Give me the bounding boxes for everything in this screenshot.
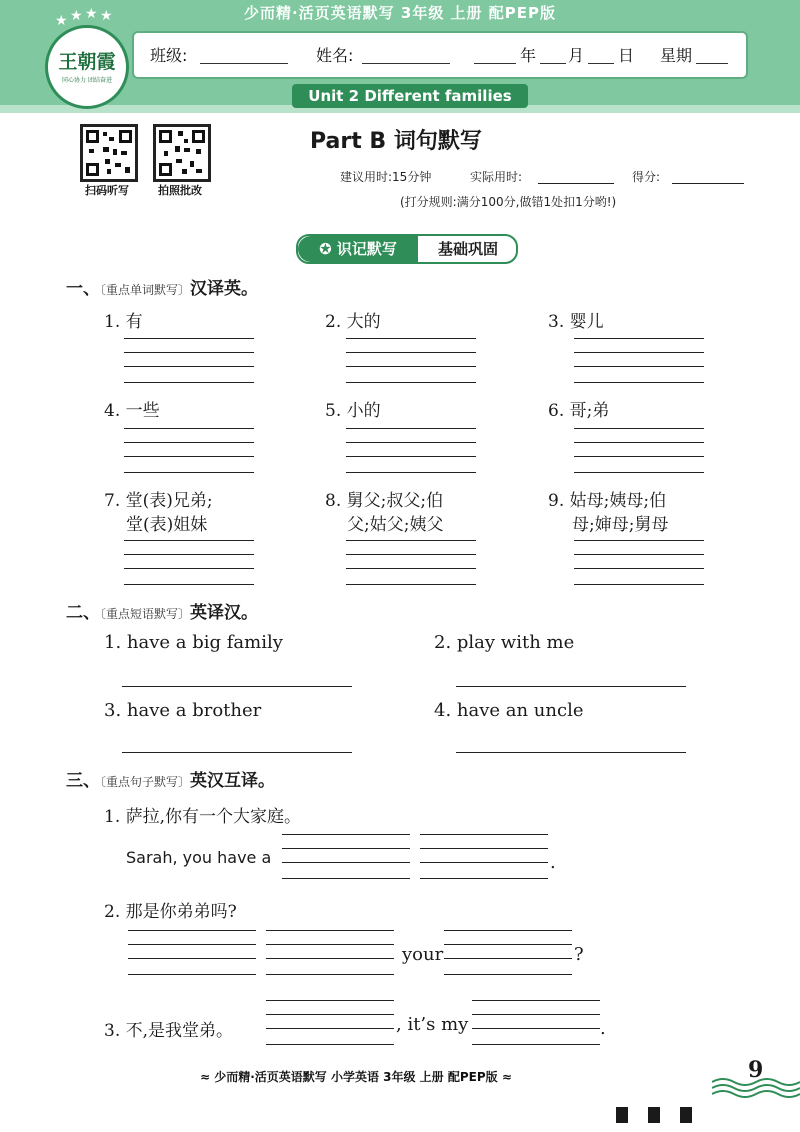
word-item-cont: 母;婶母;舅母 [572,515,669,535]
writing-guide-line[interactable] [346,472,476,473]
unit-title: Unit 2 Different families [292,84,528,108]
writing-guide-line[interactable] [128,944,256,945]
page-number: 9 [748,1057,764,1083]
writing-guide-line[interactable] [346,366,476,367]
class-label: 班级: [150,46,188,65]
writing-guide-line[interactable] [346,352,476,353]
publisher-logo [45,25,129,109]
section-badge [296,234,518,264]
qr-code-icon[interactable] [80,124,138,182]
word-item: 8. 舅父;叔父;伯 [325,491,444,511]
word-item-cont: 堂(表)姐妹 [126,515,208,535]
answer-line[interactable] [122,752,352,753]
writing-guide-line[interactable] [266,1044,394,1045]
series-title: 少而精·活页英语默写 3年级 上册 配PEP版 [243,4,557,22]
writing-guide-line[interactable] [346,382,476,383]
registration-mark [616,1107,628,1123]
writing-guide-line[interactable] [472,1044,600,1045]
phrase-item: 2. play with me [434,632,575,653]
score-field[interactable] [672,183,744,184]
word-item: 2. 大的 [325,312,381,332]
year-field[interactable] [474,63,516,64]
sentence-text: your [402,944,444,965]
writing-guide-line[interactable] [346,456,476,457]
qr-code-icon[interactable] [153,124,211,182]
writing-guide-line[interactable] [124,472,254,473]
word-item: 9. 姑母;姨母;伯 [548,491,667,511]
section3-title: 英汉互译。 [190,771,276,791]
writing-guide-line[interactable] [124,366,254,367]
sentence-end: . [600,1018,606,1039]
section1-tag: 〔重点单词默写〕 [100,283,191,297]
writing-guide-line[interactable] [574,584,704,585]
section2-title: 英译汉。 [190,603,259,623]
answer-line[interactable] [456,686,686,687]
word-item: 6. 哥;弟 [548,401,610,421]
section2-tag: 〔重点短语默写〕 [100,607,191,621]
weekday-field[interactable] [696,63,728,64]
logo-subtext: 同心协力 团结奋进 [62,77,112,84]
writing-guide-line[interactable] [444,944,572,945]
sentence-end: . [550,852,556,873]
star-icon: ★ [85,6,98,22]
listen-caption: 扫码听写 [85,184,129,197]
writing-guide-line[interactable] [266,1014,394,1015]
wave-decoration-icon [712,1076,800,1098]
year-label: 年 [520,46,537,65]
sentence-text: Sarah, you have a [126,848,272,867]
sentence-end: ? [574,944,584,965]
writing-guide-line[interactable] [266,1028,394,1029]
writing-guide-line[interactable] [282,878,410,879]
word-item: 3. 婴儿 [548,312,604,332]
actual-time-label: 实际用时: [470,170,523,184]
class-field[interactable] [200,63,288,64]
badge-right: 基础巩固 [437,240,498,258]
month-label: 月 [568,46,585,65]
writing-guide-line[interactable] [346,584,476,585]
writing-guide-line[interactable] [574,352,704,353]
weekday-label: 星期 [660,46,693,65]
writing-guide-line[interactable] [266,930,394,931]
writing-guide-line[interactable] [266,974,394,975]
badge-left-label: 识记默写 [336,240,397,258]
section2-number: 二、 [66,603,100,623]
writing-guide-line[interactable] [124,456,254,457]
month-field[interactable] [540,63,566,64]
section3-tag: 〔重点句子默写〕 [100,775,191,789]
writing-guide-line[interactable] [420,862,548,863]
suggested-time: 建议用时:15分钟 [340,170,432,184]
writing-guide-line[interactable] [472,1028,600,1029]
medal-icon: ✪ [319,240,337,258]
phrase-item: 4. have an uncle [434,700,584,721]
sentence-prompt: 1. 萨拉,你有一个大家庭。 [104,807,302,827]
writing-guide-line[interactable] [574,442,704,443]
section1-number: 一、 [66,279,100,299]
writing-guide-line[interactable] [574,472,704,473]
writing-guide-line[interactable] [420,834,548,835]
writing-guide-line[interactable] [574,540,704,541]
phrase-item: 3. have a brother [104,700,262,721]
writing-guide-line[interactable] [128,974,256,975]
writing-guide-line[interactable] [282,848,410,849]
writing-guide-line[interactable] [444,930,572,931]
score-label: 得分: [632,170,661,184]
writing-guide-line[interactable] [282,834,410,835]
writing-guide-line[interactable] [346,554,476,555]
phrase-item: 1. have a big family [104,632,283,653]
scoring-rule: (打分规则:满分100分,做错1处扣1分哟!) [400,195,617,209]
sentence-prompt: 2. 那是你弟弟吗? [104,902,237,922]
writing-guide-line[interactable] [282,862,410,863]
section1-heading [66,274,258,299]
writing-guide-line[interactable] [420,848,548,849]
writing-guide-line[interactable] [266,1000,394,1001]
writing-guide-line[interactable] [124,352,254,353]
section3-heading [66,766,275,791]
writing-guide-line[interactable] [574,366,704,367]
writing-guide-line[interactable] [346,568,476,569]
word-item-cont: 父;姑父;姨父 [347,515,444,535]
writing-guide-line[interactable] [124,540,254,541]
writing-guide-line[interactable] [346,338,476,339]
word-item: 7. 堂(表)兄弟; [104,491,213,511]
writing-guide-line[interactable] [472,1000,600,1001]
name-field[interactable] [362,63,450,64]
writing-guide-line[interactable] [420,878,548,879]
star-icon: ★ [100,8,113,24]
writing-guide-line[interactable] [266,958,394,959]
writing-guide-line[interactable] [346,428,476,429]
writing-guide-line[interactable] [574,554,704,555]
day-field[interactable] [588,63,614,64]
badge-left [298,236,418,262]
writing-guide-line[interactable] [124,568,254,569]
answer-line[interactable] [122,686,352,687]
writing-guide-line[interactable] [124,428,254,429]
photo-caption: 拍照批改 [158,184,202,197]
writing-guide-line[interactable] [128,930,256,931]
writing-guide-line[interactable] [574,382,704,383]
word-item: 5. 小的 [325,401,381,421]
day-label: 日 [618,46,635,65]
student-info-box [132,31,748,79]
writing-guide-line[interactable] [574,338,704,339]
writing-guide-line[interactable] [574,428,704,429]
writing-guide-line[interactable] [128,958,256,959]
writing-guide-line[interactable] [472,1014,600,1015]
writing-guide-line[interactable] [266,944,394,945]
writing-guide-line[interactable] [444,974,572,975]
answer-line[interactable] [456,752,686,753]
registration-mark [648,1107,660,1123]
writing-guide-line[interactable] [124,554,254,555]
star-icon: ★ [70,8,83,24]
section2-heading [66,598,258,623]
writing-guide-line[interactable] [346,442,476,443]
star-icon: ★ [55,13,68,29]
name-label: 姓名: [316,46,354,65]
writing-guide-line[interactable] [124,442,254,443]
registration-mark [680,1107,692,1123]
sentence-prompt: 3. 不,是我堂弟。 [104,1021,234,1041]
writing-guide-line[interactable] [574,456,704,457]
section1-title: 汉译英。 [190,279,259,299]
writing-guide-line[interactable] [346,540,476,541]
writing-guide-line[interactable] [124,584,254,585]
word-item: 1. 有 [104,312,143,332]
writing-guide-line[interactable] [574,568,704,569]
writing-guide-line[interactable] [124,338,254,339]
logo-text: 王朝霞 [58,51,116,73]
writing-guide-line[interactable] [124,382,254,383]
actual-time-field[interactable] [538,183,614,184]
section3-number: 三、 [66,771,100,791]
writing-guide-line[interactable] [444,958,572,959]
footer-series: ≈ 少而精·活页英语默写 小学英语 3年级 上册 配PEP版 ≈ [200,1070,512,1084]
sentence-text: , it’s my [396,1014,469,1035]
page-title: Part B 词句默写 [310,129,482,154]
word-item: 4. 一些 [104,401,160,421]
